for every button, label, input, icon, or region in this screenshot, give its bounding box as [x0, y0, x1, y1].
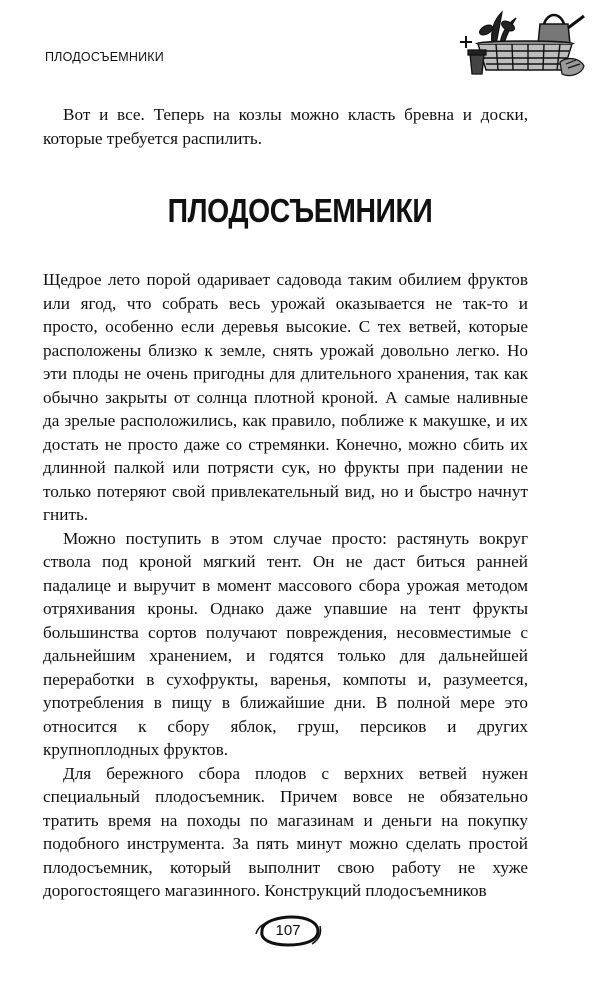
garden-basket-illustration-icon: [456, 4, 588, 80]
chapter-title: ПЛОДОСЪЕМНИКИ: [167, 192, 433, 229]
body-paragraph-1: Щедрое лето порой одаривает садовода таким обилием фруктов или ягод, что собрать весь урожай оказывается не так-то и просто, особенно если деревья высокие. С тех ветвей, которые расположены близко к земле, снять урожай довольно легко. Но эти плоды не очень пригодны для длительного хранения, так как обычно закрыты от солнца плотной кроной. А самые наливные да зрелые расположились, как правило, поближе к макушке, и их достать не просто даже со стремянки. Конечно, можно сбить их длинной палкой или потрясти сук, но фрукты при падении не только потеряют свой привлекательный вид, но и быстро начнут гнить.: [43, 270, 528, 524]
intro-paragraph: Вот и все. Теперь на козлы можно класть бревна и доски, которые требуется распилить.: [43, 105, 528, 148]
basket-icon: [476, 41, 574, 70]
running-head: ПЛОДОСЪЕМНИКИ: [45, 50, 164, 64]
sparkle-icon: [460, 36, 472, 48]
gloves-icon: [560, 59, 584, 76]
page-number: 107: [275, 922, 301, 939]
page-number-badge: [252, 914, 324, 948]
chapter-body: [43, 268, 528, 903]
watering-can-icon: [538, 15, 584, 44]
intro-text: [43, 103, 528, 150]
plant-icon: [478, 12, 516, 44]
flower-pot-icon: [468, 50, 486, 74]
body-paragraph-2: Можно поступить в этом случае просто: растянуть вокруг ствола под кроной мягкий тент. Он не даст биться ранней падалице и выручит в момент массового сбора урожая методом отряхивания кроны. Однако даже упавшие на тент фрукты большинства сортов получают повреждения, несовместимые с дальнейшим хранением, и годятся только для дальнейшей переработки в сухофрукты, варенья, компоты и, разумеется, употребления в пищу в ближайшие дни. В полной мере это относится к сбору яблок, груш, персиков и других крупноплодных фруктов.: [43, 528, 528, 759]
body-paragraph-3: Для бережного сбора плодов с верхних ветвей нужен специальный плодосъемник. Причем вовсе не обязательно тратить время на походы по магазинам и деньги на покупку подобного инструмента. За пять минут можно сделать простой плодосъемник, который выполнит свою работу не хуже дорогостоящего магазинного. Конструкций плодосъемников: [43, 763, 528, 900]
